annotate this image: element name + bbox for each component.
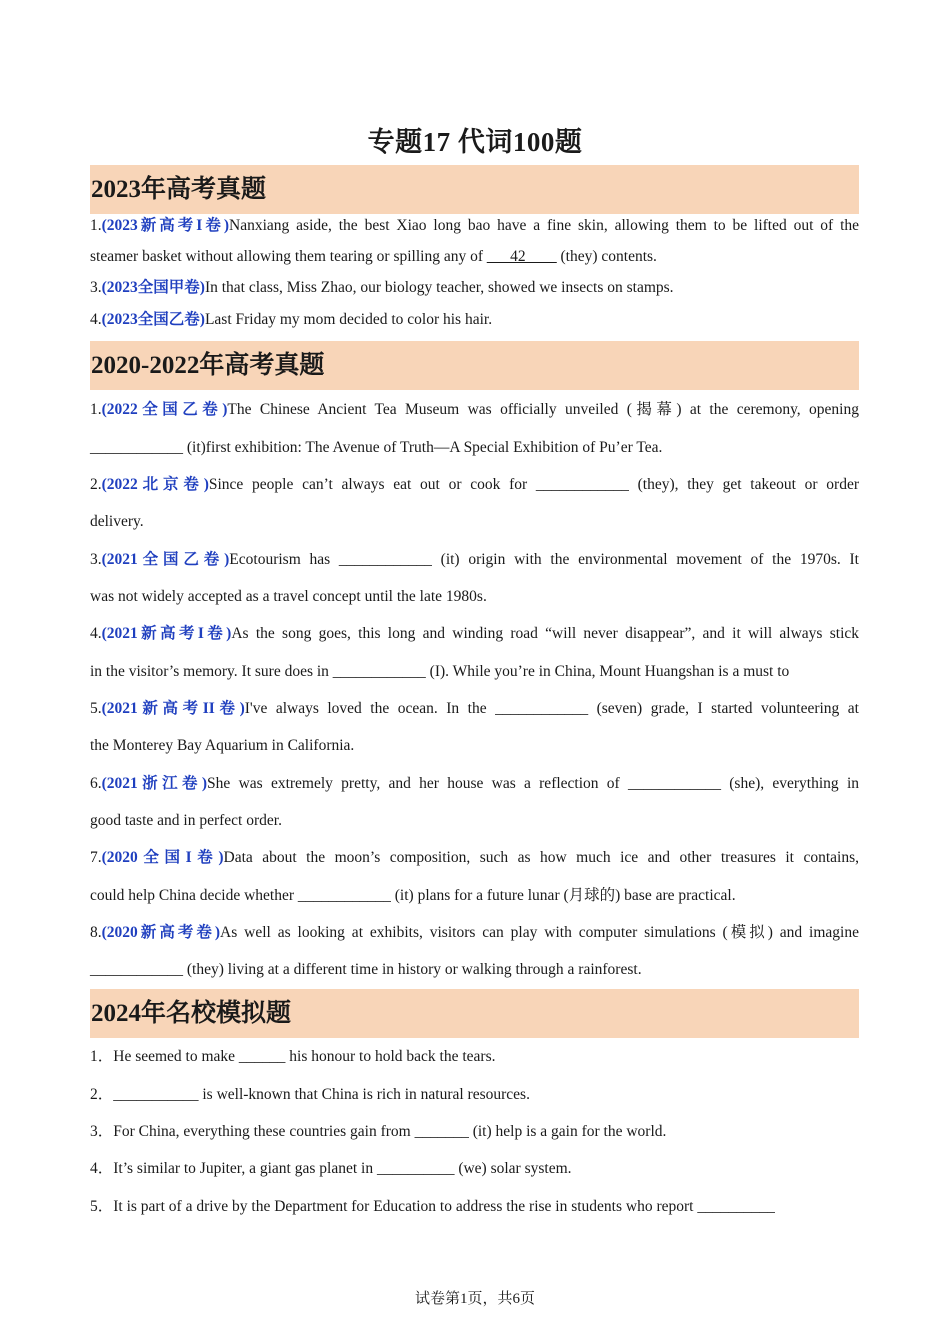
question-source: (2022北京卷) [101, 476, 209, 493]
question-source: (2021浙江卷) [101, 775, 208, 792]
question-number: 4. [90, 625, 102, 642]
question-line: the Monterey Bay Aquarium in California. [90, 737, 355, 754]
question-text: The Chinese Ancient Tea Museum was officially unveiled (揭幕) at the ceremony, opening [227, 401, 859, 418]
question-line: 4．It’s similar to Jupiter, a giant gas planet in __________ (we) solar system. [90, 1160, 572, 1177]
question-line: could help China decide whether ____________ (it) plans for a future lunar (月球的) base are practical. [90, 887, 736, 904]
section-heading-2024: 2024年名校模拟题 [90, 989, 859, 1038]
question-number: 3. [90, 551, 102, 568]
question-text: She was extremely pretty, and her house was a reflection of ____________ (she), everything in [207, 775, 859, 792]
question-line: was not widely accepted as a travel concept until the late 1980s. [90, 588, 487, 605]
question-number: 5. [90, 700, 102, 717]
answer-blank: ___42____ [486, 248, 557, 265]
question-text: As the song goes, this long and winding road “will never disappear”, and it will always stick [231, 625, 860, 642]
question-line [90, 699, 859, 719]
question-source: (2020新高考卷) [101, 924, 221, 941]
question-line [90, 278, 859, 298]
question-text: Ecotourism has ____________ (it) origin with the environmental movement of the 1970s. It [229, 551, 859, 568]
question-number: 3. [90, 279, 102, 296]
question-source: (2023全国乙卷) [101, 311, 205, 328]
question-line [90, 550, 859, 570]
question-text: (they) contents. [556, 248, 657, 265]
question-number: 2. [90, 476, 102, 493]
page-footer: 试卷第1页，共6页 [414, 1291, 535, 1307]
question-source: (2023新高考I卷) [101, 217, 230, 234]
section-heading-2020-2022: 2020-2022年高考真题 [90, 341, 859, 390]
question-text: Data about the moon’s composition, such as how much ice and other treasures it contains, [223, 849, 859, 866]
question-line: 3．For China, everything these countries gain from _______ (it) help is a gain for the world. [90, 1123, 667, 1140]
question-text: Since people can’t always eat out or cook for ____________ (they), they get takeout or order [208, 476, 859, 493]
question-line: delivery. [90, 513, 144, 530]
question-number: 4. [90, 311, 102, 328]
question-line: ____________ (they) living at a different time in history or walking through a rainforest. [90, 961, 642, 978]
question-source: (2022全国乙卷) [101, 401, 228, 418]
question-text: I've always loved the ocean. In the ____________ (seven) grade, I started volunteering at [244, 700, 859, 717]
question-text: In that class, Miss Zhao, our biology teacher, showed we insects on stamps. [204, 279, 674, 296]
question-line [90, 774, 859, 794]
page-title: 专题17 代词100题 [367, 127, 583, 157]
question-text: As well as looking at exhibits, visitors can play with computer simulations (模拟) and imagine [220, 924, 859, 941]
question-text: Last Friday my mom decided to color his hair. [204, 311, 493, 328]
question-source: (2023全国甲卷) [101, 279, 205, 296]
question-line [90, 400, 859, 420]
question-number: 6. [90, 775, 102, 792]
question-source: (2021新高考II卷) [101, 700, 245, 717]
question-number: 8. [90, 924, 102, 941]
question-source: (2020全国I卷) [101, 849, 224, 866]
question-line [90, 848, 859, 868]
question-line: ____________ (it)first exhibition: The Avenue of Truth—A Special Exhibition of Pu’er Tea. [90, 439, 663, 456]
question-line [90, 923, 859, 943]
question-line [90, 247, 859, 267]
question-line [90, 624, 859, 644]
question-number: 1. [90, 401, 102, 418]
question-source: (2021新高考I卷) [101, 625, 232, 642]
question-line: 5．It is part of a drive by the Department for Education to address the rise in students who report __________ [90, 1198, 775, 1215]
question-source: (2021全国乙卷) [101, 551, 230, 568]
question-line: in the visitor’s memory. It sure does in ____________ (I). While you’re in China, Mount Huangshan is a must to [90, 663, 790, 680]
question-line: 1．He seemed to make ______ his honour to hold back the tears. [90, 1048, 496, 1065]
question-line [90, 216, 859, 236]
question-text: steamer basket without allowing them tearing or spilling any of [90, 248, 487, 265]
question-number: 1. [90, 217, 102, 234]
section-heading-2023: 2023年高考真题 [90, 165, 859, 214]
question-line [90, 475, 859, 495]
question-text: Nanxiang aside, the best Xiao long bao have a fine skin, allowing them to be lifted out of the [229, 217, 860, 234]
question-number: 7. [90, 849, 102, 866]
question-line: good taste and in perfect order. [90, 812, 282, 829]
question-line [90, 310, 859, 330]
question-line: 2．___________ is well-known that China is rich in natural resources. [90, 1086, 530, 1103]
